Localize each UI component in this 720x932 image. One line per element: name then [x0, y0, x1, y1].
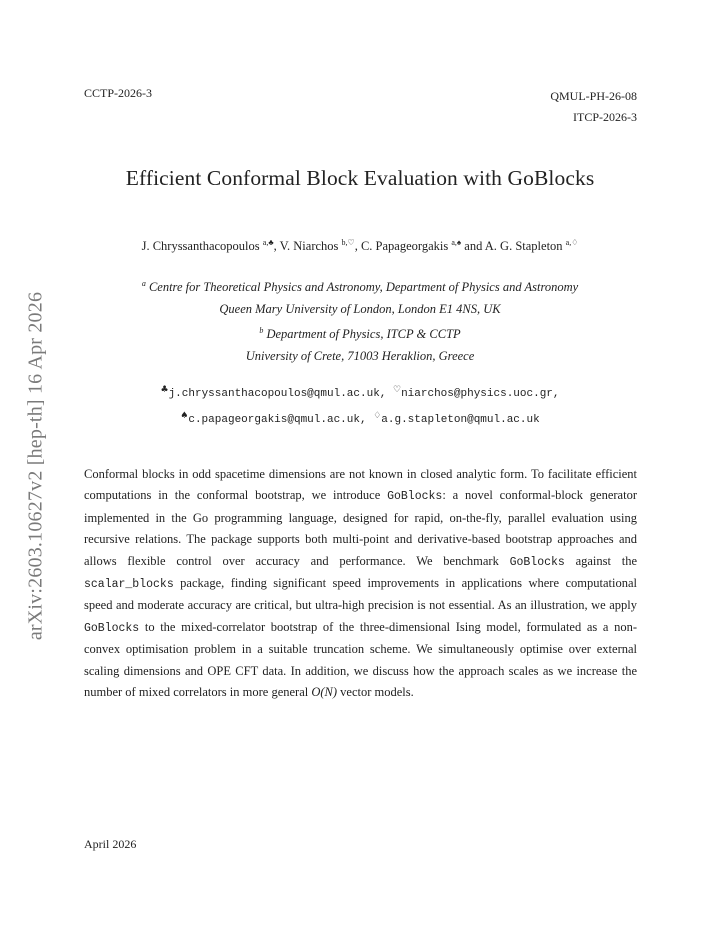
abstract-text: to the mixed-correlator bootstrap of the three-dimensional Ising model, formulated as a non-convex optimisation problem in a suitable truncation scheme. We simultaneously optimise over external scaling dimensions and OPE CFT data. In addition, we discuss how the approach scales as we increase the number of mixed correlators in more general [84, 619, 637, 700]
author-separator: , [273, 239, 280, 253]
author-name: A. G. Stapleton [484, 239, 563, 253]
email-separator: , [360, 414, 374, 426]
author-list [0, 238, 720, 254]
affiliations [0, 273, 720, 367]
affiliation-b-line1 [0, 320, 720, 345]
abstract [84, 464, 637, 703]
email-link[interactable]: niarchos@physics.uoc.gr [401, 388, 553, 400]
email-link[interactable]: c.papageorgakis@qmul.ac.uk [188, 414, 360, 426]
abstract-text: against the [564, 553, 637, 568]
abstract-text: vector models. [337, 685, 414, 700]
author-affiliation-marker: b,♡ [341, 238, 355, 247]
code-name: GoBlocks [387, 490, 443, 504]
report-number-left: CCTP-2026-3 [84, 86, 153, 100]
heart-symbol-icon: ♡ [393, 385, 402, 395]
author-name: J. Chryssanthacopoulos [141, 239, 260, 253]
email-line-1 [0, 379, 720, 405]
author-name: V. Niarchos [279, 239, 339, 253]
diamond-symbol-icon: ♢ [373, 411, 382, 421]
affiliation-a-line1 [0, 273, 720, 298]
abstract-text: : a novel conformal-block generator implemented in the Go programming language, designed for rapid, on-the-fly, parallel evaluation using recursive relations. The package supports both multi-point and derivative-based bootstrap approaches and allows flexible control over accuracy and performance. We benchmark [84, 488, 637, 568]
affiliation-text: Department of Physics, ITCP & CCTP [266, 327, 461, 341]
report-number-qmul: QMUL-PH-26-08 [550, 89, 637, 103]
publication-date: April 2026 [84, 837, 137, 851]
spade-symbol-icon: ♠ [180, 411, 189, 421]
author-affiliation-marker: a,♠ [451, 238, 462, 247]
arxiv-stamp: arXiv:2603.10627v2 [hep-th] 16 Apr 2026 [24, 291, 47, 641]
affiliation-text: Centre for Theoretical Physics and Astronomy, Department of Physics and Astronomy [148, 280, 579, 294]
code-name: GoBlocks [509, 555, 565, 569]
affiliation-b-line2: University of Crete, 71003 Heraklion, Greece [245, 349, 475, 363]
affiliation-marker: a [141, 279, 146, 288]
email-link[interactable]: j.chryssanthacopoulos@qmul.ac.uk [168, 388, 380, 400]
email-line-2 [0, 405, 720, 431]
email-list [0, 379, 720, 431]
report-numbers-right [550, 86, 637, 128]
author-affiliation-marker: a,♣ [262, 238, 274, 247]
author-affiliation-marker: a,♢ [565, 238, 579, 247]
affiliation-marker: b [259, 326, 264, 335]
author-separator: and [461, 239, 485, 253]
club-symbol-icon: ♣ [160, 385, 169, 395]
math-expression: O(N) [311, 685, 338, 700]
author-name: C. Papageorgakis [360, 239, 449, 253]
abstract-text: Conformal blocks in odd spacetime dimensions are not known in closed analytic form. To facilitate efficient computations in the conformal bootstrap, we introduce [84, 467, 637, 503]
email-separator: , [379, 388, 393, 400]
paper-title: Efficient Conformal Block Evaluation with GoBlocks [125, 166, 595, 190]
affiliation-a-line2: Queen Mary University of London, London E1 4NS, UK [219, 302, 501, 316]
abstract-text: package, finding significant speed improvements in applications where computational speed and moderate accuracy are critical, but ultra-high precision is not essential. As an illustration, we apply [84, 576, 637, 613]
email-link[interactable]: a.g.stapleton@qmul.ac.uk [381, 414, 540, 426]
code-name: scalar_blocks [84, 578, 174, 592]
report-number-itcp: ITCP-2026-3 [573, 110, 637, 124]
code-name: GoBlocks [84, 621, 140, 635]
email-separator: , [552, 388, 560, 400]
author-separator: , [354, 239, 361, 253]
